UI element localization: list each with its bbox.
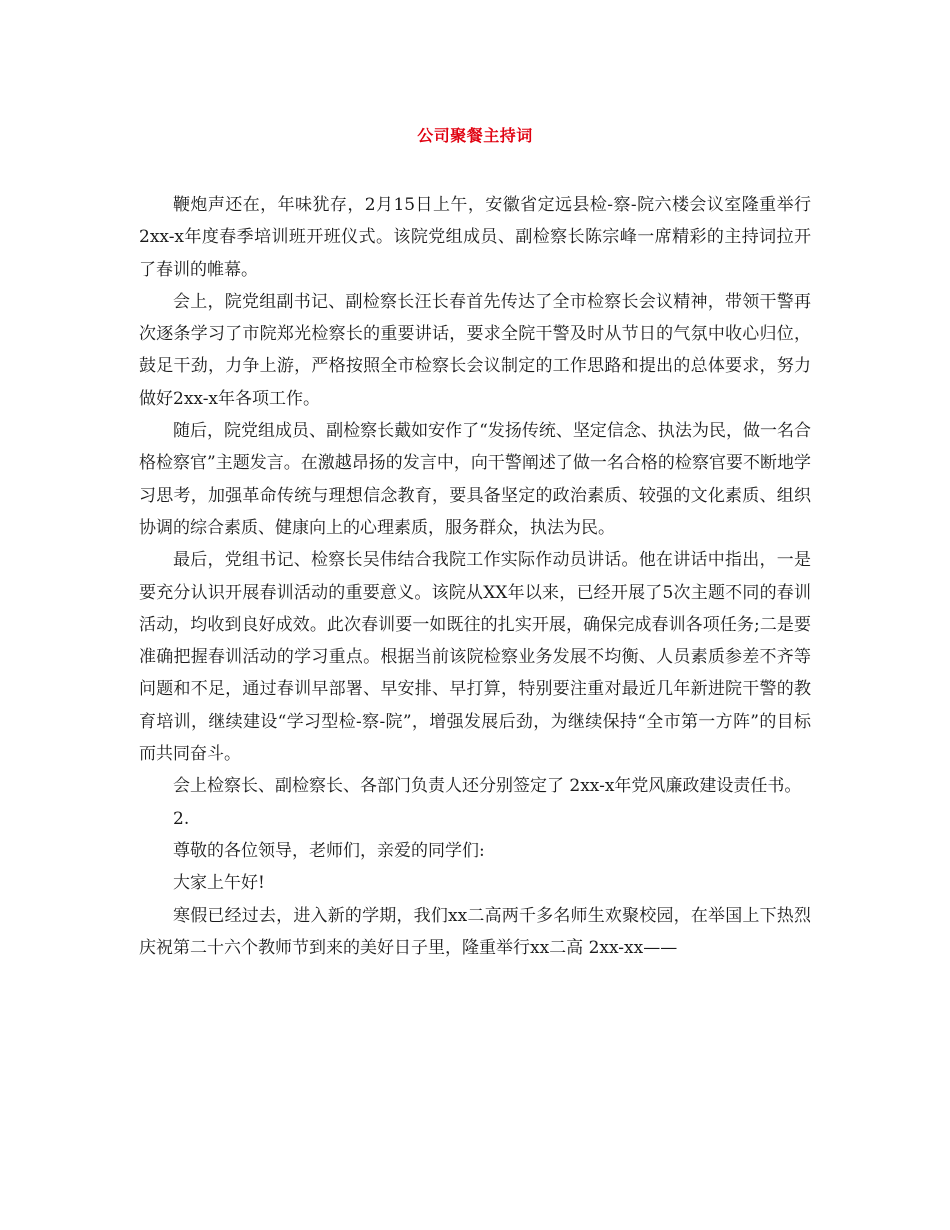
- section-number: 2.: [173, 808, 190, 829]
- paragraph: 随后，院党组成员、副检察长戴如安作了“发扬传统、坚定信念、执法为民，做一名合格检察官”主题发言。在激越昂扬的发言中，向干警阐述了做一名合格的检察官要不断地学习思考，加强革命传统与理想信念教育，要具备坚定的政治素质、较强的文化素质、组织协调的综合素质、健康向上的心理素质，服务群众，执法为民。: [139, 421, 811, 538]
- paragraph: 寒假已经过去，进入新的学期，我们xx二高两千多名师生欢聚校园，在举国上下热烈庆祝第二十六个教师节到来的美好日子里，隆重举行xx二高 2xx-xx——: [139, 905, 811, 958]
- document-body: [139, 189, 811, 964]
- paragraph: 会上检察长、副检察长、各部门负责人还分别签定了 2xx-x年党风廉政建设责任书。: [173, 776, 802, 797]
- document-title: 公司聚餐主持词: [417, 126, 533, 145]
- greeting: 大家上午好!: [173, 873, 265, 894]
- paragraph: 鞭炮声还在，年味犹存，2月15日上午，安徽省定远县检-察-院六楼会议室隆重举行 2xx-x年度春季培训班开班仪式。该院党组成员、副检察长陈宗峰一席精彩的主持词拉开了春训的帷幕。: [139, 195, 811, 280]
- paragraph: 会上，院党组副书记、副检察长汪长春首先传达了全市检察长会议精神，带领干警再次逐条学习了市院郑光检察长的重要讲话，要求全院干警及时从节日的气氛中收心归位，鼓足干劲，力争上游，严格按照全市检察长会议制定的工作思路和提出的总体要求，努力做好2xx-x年各项工作。: [139, 291, 811, 409]
- salutation: 尊敬的各位领导，老师们，亲爱的同学们:: [173, 840, 485, 861]
- paragraph: 最后，党组书记、检察长吴伟结合我院工作实际作动员讲话。他在讲话中指出，一是要充分认识开展春训活动的重要意义。该院从XX年以来，已经开展了5次主题不同的春训活动，均收到良好成效。此次春训要一如既往的扎实开展，确保完成春训各项任务;二是要准确把握春训活动的学习重点。根据当前该院检察业务发展不均衡、人员素质参差不齐等问题和不足，通过春训早部署、早安排、早打算，特别要注重对最近几年新进院干警的教育培训，继续建设“学习型检-察-院”，增强发展后劲，为继续保持“全市第一方阵”的目标而共同奋斗。: [139, 550, 811, 765]
